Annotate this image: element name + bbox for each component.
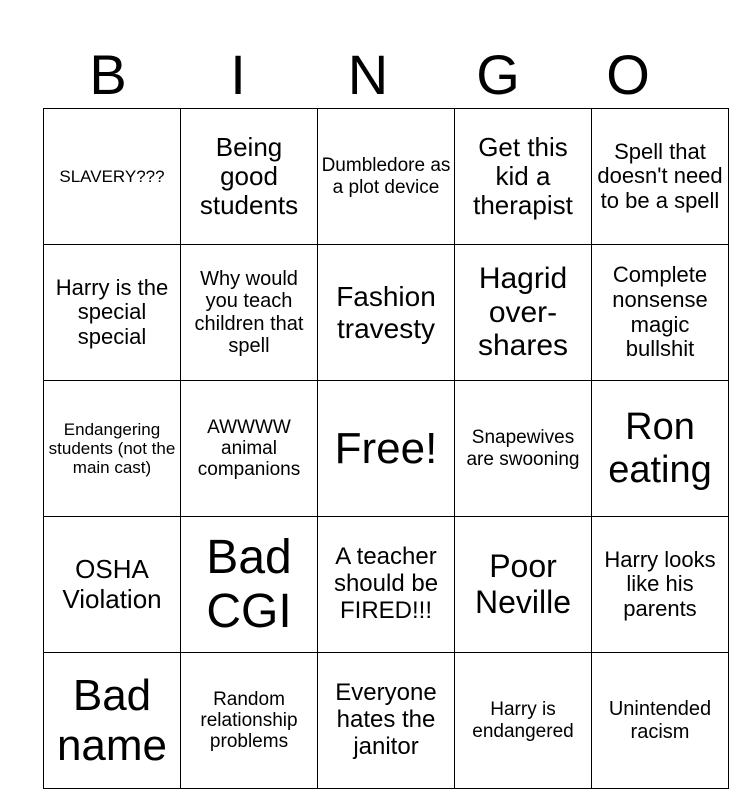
header-letter-o: O: [606, 43, 650, 106]
header-letter-i: I: [230, 43, 246, 106]
bingo-row: [44, 381, 729, 517]
bingo-cell[interactable]: Dumbledore as a plot device: [318, 109, 455, 245]
bingo-cell[interactable]: SLAVERY???: [44, 109, 181, 245]
bingo-cell[interactable]: Bad name: [44, 653, 181, 789]
bingo-cell[interactable]: Get this kid a therapist: [455, 109, 592, 245]
bingo-cell[interactable]: Complete nonsense magic bullshit: [592, 245, 729, 381]
bingo-cell[interactable]: A teacher should be FIRED!!!: [318, 517, 455, 653]
bingo-cell[interactable]: Bad CGI: [181, 517, 318, 653]
bingo-cell[interactable]: Unintended racism: [592, 653, 729, 789]
bingo-cell[interactable]: Snapewives are swooning: [455, 381, 592, 517]
bingo-cell[interactable]: Endangering students (not the main cast): [44, 381, 181, 517]
bingo-cell[interactable]: Everyone hates the janitor: [318, 653, 455, 789]
free-space-cell[interactable]: Free!: [318, 381, 455, 517]
header-letter-b: B: [89, 43, 127, 106]
bingo-cell[interactable]: Harry looks like his parents: [592, 517, 729, 653]
bingo-cell[interactable]: Ron eating: [592, 381, 729, 517]
bingo-row: [44, 245, 729, 381]
bingo-header: [43, 40, 693, 110]
bingo-row: [44, 517, 729, 653]
bingo-row: [44, 653, 729, 789]
bingo-cell[interactable]: Why would you teach children that spell: [181, 245, 318, 381]
header-letter-g: G: [476, 43, 520, 106]
bingo-cell[interactable]: Hagrid over-shares: [455, 245, 592, 381]
bingo-cell[interactable]: OSHA Violation: [44, 517, 181, 653]
bingo-row: [44, 109, 729, 245]
bingo-cell[interactable]: Being good students: [181, 109, 318, 245]
bingo-cell[interactable]: Harry is the special special: [44, 245, 181, 381]
bingo-cell[interactable]: Poor Neville: [455, 517, 592, 653]
bingo-cell[interactable]: Fashion travesty: [318, 245, 455, 381]
header-letter-n: N: [347, 43, 389, 106]
bingo-cell[interactable]: Spell that doesn't need to be a spell: [592, 109, 729, 245]
bingo-cell[interactable]: Random relationship problems: [181, 653, 318, 789]
bingo-cell[interactable]: Harry is endangered: [455, 653, 592, 789]
bingo-grid: [43, 108, 729, 789]
bingo-cell[interactable]: AWWWW animal companions: [181, 381, 318, 517]
